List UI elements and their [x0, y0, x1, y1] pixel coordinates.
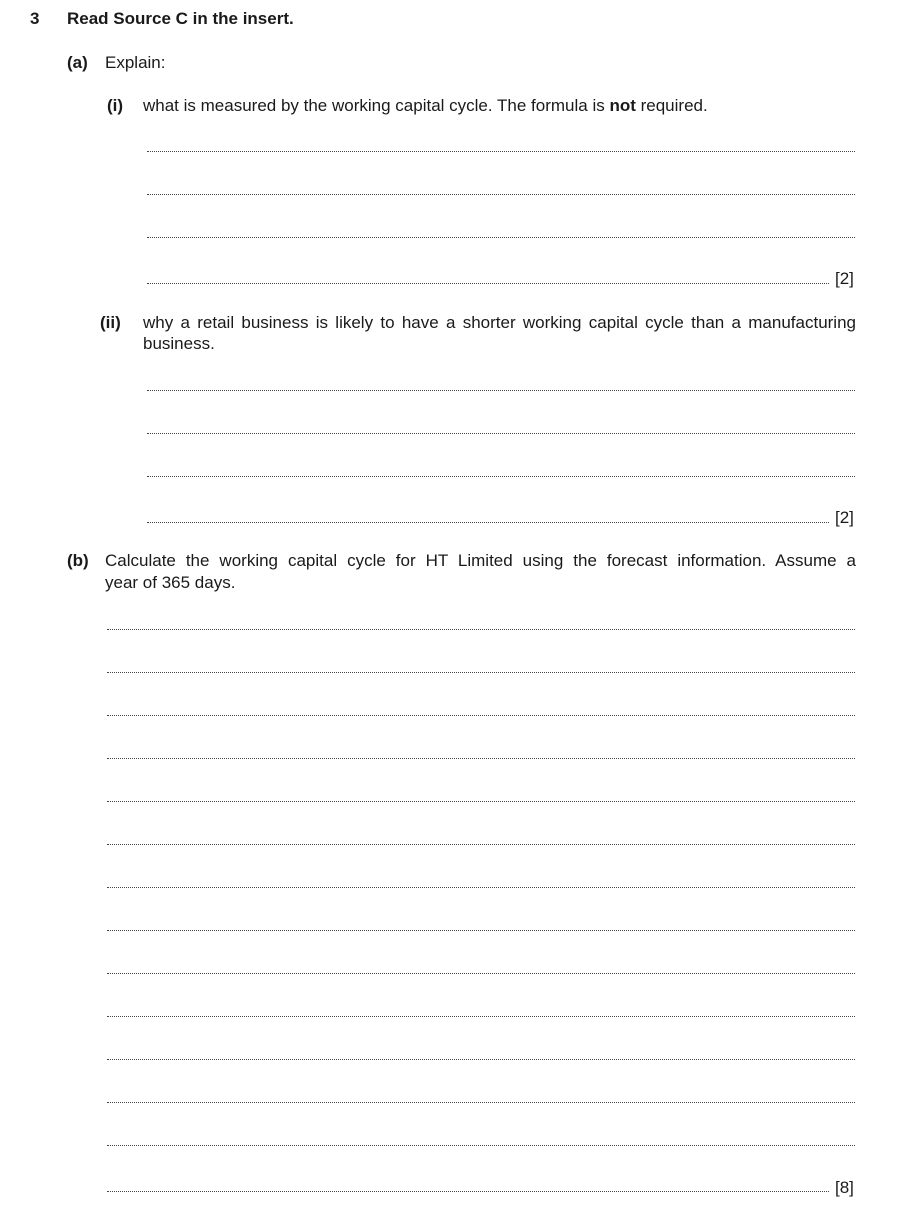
- answer-line[interactable]: [107, 973, 855, 974]
- answer-line[interactable]: [147, 476, 855, 477]
- answer-line[interactable]: [107, 1102, 855, 1103]
- part-b-label: (b): [67, 551, 89, 570]
- answer-line[interactable]: [107, 887, 855, 888]
- answer-line[interactable]: [107, 758, 855, 759]
- answer-line[interactable]: [107, 1059, 855, 1060]
- answer-line[interactable]: [107, 844, 855, 845]
- answer-line[interactable]: [107, 1191, 829, 1192]
- sub-ii-label: (ii): [100, 313, 121, 332]
- sub-ii-text-line1: why a retail business is likely to have a shorter working capital cycle than a manufacturing: [143, 313, 856, 332]
- sub-i-text-before: what is measured by the working capital cycle. The formula is: [143, 96, 610, 115]
- part-b-text-line1: Calculate the working capital cycle for HT Limited using the forecast information. Assume a: [105, 551, 856, 570]
- answer-line[interactable]: [147, 283, 829, 284]
- part-b-text-line2: year of 365 days.: [105, 573, 236, 592]
- answer-line[interactable]: [107, 1145, 855, 1146]
- question-heading: Read Source C in the insert.: [67, 9, 294, 28]
- answer-line[interactable]: [147, 522, 829, 523]
- answer-line[interactable]: [147, 194, 855, 195]
- part-a-intro: Explain:: [105, 53, 166, 72]
- marks-allocation: [8]: [835, 1178, 854, 1197]
- answer-line[interactable]: [107, 930, 855, 931]
- answer-line[interactable]: [147, 390, 855, 391]
- sub-i-question: [143, 95, 708, 116]
- answer-line[interactable]: [147, 237, 855, 238]
- answer-line[interactable]: [107, 629, 855, 630]
- sub-i-label: (i): [107, 96, 124, 115]
- part-a-label: (a): [67, 53, 88, 72]
- sub-i-text-bold: not: [609, 96, 636, 115]
- sub-i-text-after: required.: [635, 96, 708, 115]
- answer-line[interactable]: [107, 801, 855, 802]
- sub-ii-text-line2: business.: [143, 334, 215, 353]
- answer-line[interactable]: [147, 151, 855, 152]
- answer-line[interactable]: [107, 715, 855, 716]
- answer-line[interactable]: [107, 1016, 855, 1017]
- marks-allocation: [2]: [835, 269, 854, 288]
- answer-line[interactable]: [107, 672, 855, 673]
- question-number: 3: [30, 9, 40, 28]
- answer-line[interactable]: [147, 433, 855, 434]
- marks-allocation: [2]: [835, 508, 854, 527]
